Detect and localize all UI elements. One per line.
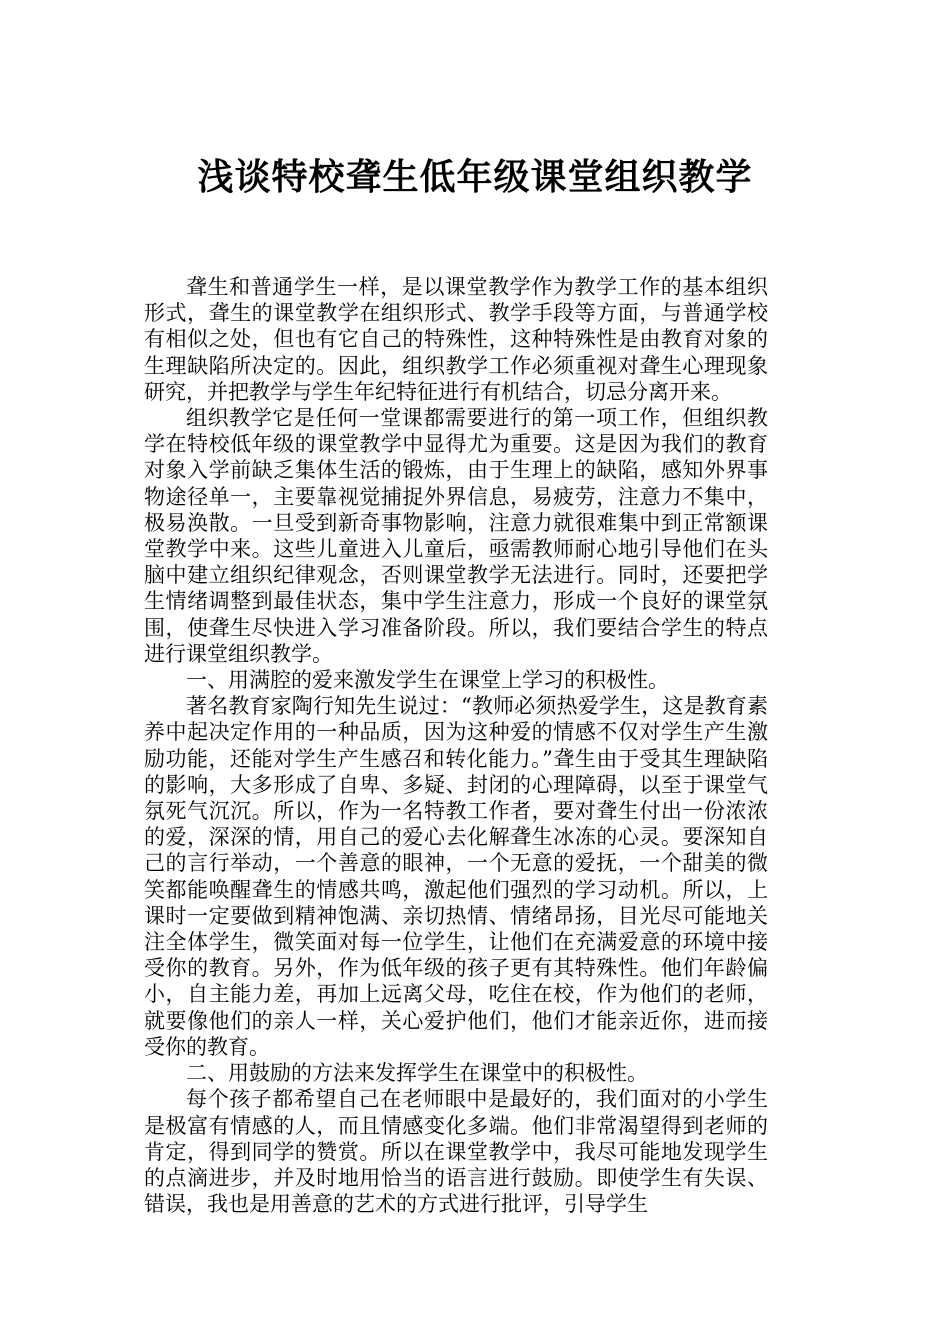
section-heading-2: 二、用鼓励的方法来发挥学生在课堂中的积极性。 <box>186 1061 648 1086</box>
section-heading-1: 一、用满腔的爱来激发学生在课堂上学习的积极性。 <box>186 668 669 693</box>
document-body <box>144 274 768 1217</box>
paragraph-encouragement: 每个孩子都希望自己在老师眼中是最好的，我们面对的小学生是极富有情感的人，而且情感变化多端。他们非常渴望得到老师的肯定，得到同学的赞赏。所以在课堂教学中，我尽可能地发现学生的点滴进步，并及时地用恰当的语言进行鼓励。即使学生有失误、错误，我也是用善意的艺术的方式进行批评，引导学生 <box>144 1087 768 1217</box>
paragraph-love: 著名教育家陶行知先生说过：“教师必须热爱学生，这是教育素养中起决定作用的一种品质，因为这种爱的情感不仅对学生产生激励功能，还能对学生产生感召和转化能力。”聋生由于受其生理缺陷的影响，大多形成了自卑、多疑、封闭的心理障碍，以至于课堂气氛死气沉沉。所以，作为一名特教工作者，要对聋生付出一份浓浓的爱，深深的情，用自己的爱心去化解聋生冰冻的心灵。要深知自己的言行举动，一个善意的眼神，一个无意的爱抚，一个甜美的微笑都能唤醒聋生的情感共鸣，激起他们强烈的学习动机。所以，上课时一定要做到精神饱满、亲切热情、情绪昂扬，目光尽可能地关注全体学生，微笑面对每一位学生，让他们在充满爱意的环境中接受你的教育。另外，作为低年级的孩子更有其特殊性。他们年龄偏小，自主能力差，再加上远离父母，吃住在校，作为他们的老师，就要像他们的亲人一样，关心爱护他们，他们才能亲近你，进而接受你的教育。 <box>144 694 768 1059</box>
paragraph-organization: 组织教学它是任何一堂课都需要进行的第一项工作，但组织教学在特校低年级的课堂教学中显得尤为重要。这是因为我们的教育对象入学前缺乏集体生活的锻炼，由于生理上的缺陷，感知外界事物途径单一，主要靠视觉捕捉外界信息，易疲劳，注意力不集中，极易涣散。一旦受到新奇事物影响，注意力就很难集中到正常额课堂教学中来。这些儿童进入儿童后，亟需教师耐心地引导他们在头脑中建立组织纪律观念，否则课堂教学无法进行。同时，还要把学生情绪调整到最佳状态，集中学生注意力，形成一个良好的课堂氛围，使聋生尽快进入学习准备阶段。所以，我们要结合学生的特点进行课堂组织教学。 <box>144 406 768 666</box>
document-title: 浅谈特校聋生低年级课堂组织教学 <box>197 156 753 198</box>
paragraph-intro: 聋生和普通学生一样，是以课堂教学作为教学工作的基本组织形式，聋生的课堂教学在组织形式、教学手段等方面，与普通学校有相似之处，但也有它自己的特殊性，这种特殊性是由教育对象的生理缺陷所决定的。因此，组织教学工作必须重视对聋生心理现象研究，并把教学与学生年纪特征进行有机结合，切忌分离开来。 <box>144 275 768 404</box>
